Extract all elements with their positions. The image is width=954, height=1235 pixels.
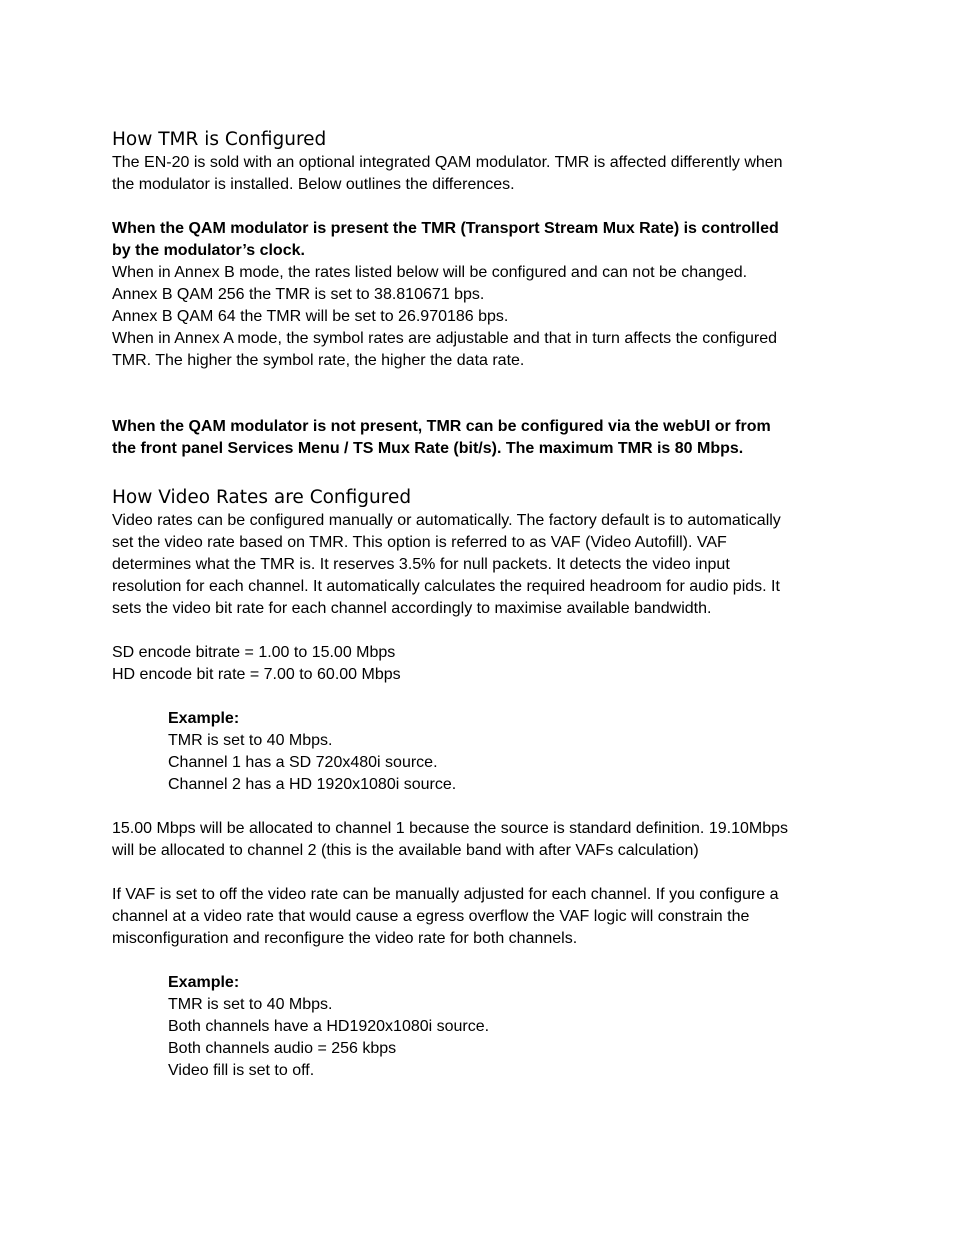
text-line: 15.00 Mbps will be allocated to channel 1 because the source is standard definition. 19.10Mbps — [112, 820, 788, 837]
text-line: Video fill is set to off. — [168, 1062, 315, 1079]
text-line: Video rates can be configured manually or automatically. The factory default is to automatically — [112, 512, 781, 529]
example-label: Example: — [168, 974, 240, 991]
text-line: SD encode bitrate = 1.00 to 15.00 Mbps — [112, 644, 396, 661]
text-line: TMR is set to 40 Mbps. — [168, 732, 333, 749]
text-line: If VAF is set to off the video rate can be manually adjusted for each channel. If you configure a — [112, 886, 779, 903]
text-line: misconfiguration and reconfigure the video rate for both channels. — [112, 930, 578, 947]
section-heading-video-rates: How Video Rates are Configured — [112, 487, 412, 508]
text-line: the modulator is installed. Below outlines the differences. — [112, 176, 515, 193]
text-line: set the video rate based on TMR. This option is referred to as VAF (Video Autofill). VAF — [112, 534, 727, 551]
text-line: Both channels audio = 256 kbps — [168, 1040, 397, 1057]
qam-present-paragraph — [112, 218, 847, 372]
video-rates-intro-paragraph — [112, 510, 847, 620]
bold-text-line: When the QAM modulator is present the TMR (Transport Stream Mux Rate) is controlled — [112, 220, 779, 237]
bold-text-line: by the modulator’s clock. — [112, 242, 305, 259]
text-line: HD encode bit rate = 7.00 to 60.00 Mbps — [112, 666, 401, 683]
vaf-off-paragraph — [112, 884, 847, 950]
encode-rates-paragraph — [112, 642, 847, 686]
tmr-intro-paragraph — [112, 152, 847, 196]
qam-not-present-paragraph — [112, 416, 847, 460]
text-line: Annex B QAM 256 the TMR is set to 38.810671 bps. — [112, 286, 485, 303]
allocation-paragraph — [112, 818, 847, 862]
text-line: Both channels have a HD1920x1080i source. — [168, 1018, 490, 1035]
text-line: When in Annex B mode, the rates listed below will be configured and can not be changed. — [112, 264, 748, 281]
text-line: The EN-20 is sold with an optional integrated QAM modulator. TMR is affected differently when — [112, 154, 783, 171]
text-line: sets the video bit rate for each channel accordingly to maximise available bandwidth. — [112, 600, 712, 617]
text-line: determines what the TMR is. It reserves 3.5% for null packets. It detects the video input — [112, 556, 730, 573]
text-line: TMR is set to 40 Mbps. — [168, 996, 333, 1013]
text-line: Annex B QAM 64 the TMR will be set to 26.970186 bps. — [112, 308, 509, 325]
text-line: resolution for each channel. It automatically calculates the required headroom for audio pids. It — [112, 578, 780, 595]
text-line: channel at a video rate that would cause a egress overflow the VAF logic will constrain the — [112, 908, 750, 925]
bold-text-line: When the QAM modulator is not present, TMR can be configured via the webUI or from — [112, 418, 771, 435]
text-line: When in Annex A mode, the symbol rates are adjustable and that in turn affects the configured — [112, 330, 778, 347]
text-line: Channel 2 has a HD 1920x1080i source. — [168, 776, 457, 793]
text-line: Channel 1 has a SD 720x480i source. — [168, 754, 438, 771]
example-block-1 — [112, 708, 847, 796]
example-block-2 — [112, 972, 847, 1082]
text-line: TMR. The higher the symbol rate, the higher the data rate. — [112, 352, 525, 369]
section-heading-tmr: How TMR is Configured — [112, 129, 327, 150]
example-label: Example: — [168, 710, 240, 727]
text-line: will be allocated to channel 2 (this is the available band with after VAFs calculation) — [112, 842, 699, 859]
bold-text-line: the front panel Services Menu / TS Mux Rate (bit/s). The maximum TMR is 80 Mbps. — [112, 440, 744, 457]
document-page — [112, 124, 847, 1082]
